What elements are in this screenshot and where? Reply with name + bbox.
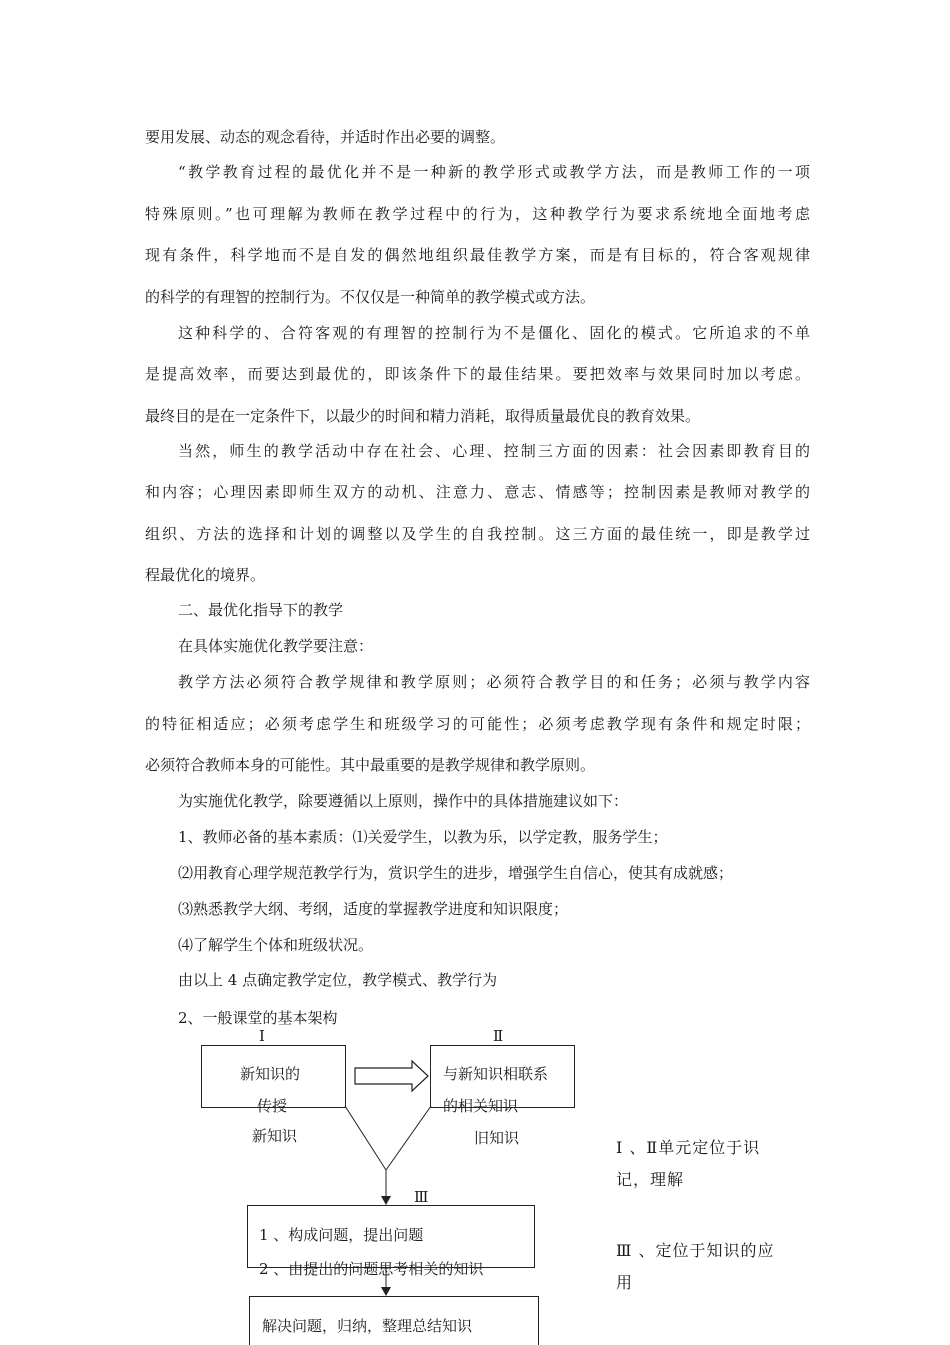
paragraph-3-line-1: 这种科学的、合符客观的有理智的控制行为不是僵化、固化的模式。它所追求的不单 [178,324,810,342]
list-item-1: 1、教师必备的基本素质：⑴关爱学生，以教为乐，以学定教，服务学生； [178,828,668,846]
box-new-knowledge-line-1: 新知识的 [240,1065,301,1083]
paragraph-1-line-1: 要用发展、动态的观念看待，并适时作出必要的调整。 [145,128,506,146]
paragraph-2-line-3: 现有条件，科学地而不是自发的偶然地组织最佳教学方案，而是有目标的，符合客观规律 [145,246,810,264]
arrow-head-to-box3 [381,1196,391,1205]
paragraph-4-line-3: 组织、方法的选择和计划的调整以及学生的自我控制。这三方面的最佳统一，即是教学过 [145,525,810,543]
paragraph-6-line-2: 的特征相适应；必须考虑学生和班级学习的可能性；必须考虑教学现有条件和规定时限； [145,715,810,733]
paragraph-7: 为实施优化教学，除要遵循以上原则，操作中的具体措施建议如下： [178,792,629,810]
list-item-4: ⑷了解学生个体和班级状况。 [178,936,374,954]
paragraph-3-line-2: 是提高效率，而要达到最优的，即该条件下的最佳结果。要把效率与效果同时加以考虑。 [145,365,810,383]
box-new-knowledge-caption: 新知识 [252,1127,298,1145]
paragraph-2-line-2: 特殊原则。”也可理解为教师在教学过程中的行为，这种教学行为要求系统地全面地考虑 [145,205,810,223]
box-solve-problem-line-1: 解决问题，归纳，整理总结知识 [262,1317,473,1335]
paragraph-2-line-1: “教学教育过程的最优化并不是一种新的教学形式或教学方法，而是教师工作的一项 [178,163,810,181]
side-note-1-line-2: 记，理解 [616,1170,685,1189]
paragraph-4-line-1: 当然，师生的教学活动中存在社会、心理、控制三方面的因素：社会因素即教育目的 [178,442,810,460]
side-note-2-line-2: 用 [616,1273,634,1292]
box-related-knowledge-caption: 旧知识 [474,1129,520,1147]
paragraph-4-line-2: 和内容；心理因素即师生双方的动机、注意力、意志、情感等；控制因素是教师对教学的 [145,483,810,501]
box-pose-problem-line-2: 2 、由提出的问题思考相关的知识 [259,1260,484,1278]
paragraph-3-line-3: 最终目的是在一定条件下，以最少的时间和精力消耗，取得质量最优良的教育效果。 [145,407,701,425]
label-unit-3: Ⅲ [414,1188,429,1206]
hollow-arrow-icon [355,1061,428,1091]
box-related-knowledge-line-2: 的相关知识 [443,1097,519,1115]
box-related-knowledge-line-1: 与新知识相联系 [443,1065,549,1083]
box-pose-problem-line-1: 1 、构成问题，提出问题 [259,1226,424,1244]
paragraph-6-line-3: 必须符合教师本身的可能性。其中最重要的是教学规律和教学原则。 [145,756,596,774]
section-heading: 二、最优化指导下的教学 [178,601,344,619]
arrow-head-to-box4 [381,1287,391,1296]
label-unit-1: Ⅰ [259,1027,265,1045]
label-unit-2: Ⅱ [493,1027,504,1045]
funnel-line-right [386,1106,431,1170]
paragraph-4-line-4: 程最优化的境界。 [145,566,266,584]
paragraph-2-line-4: 的科学的有理智的控制行为。不仅仅是一种简单的教学模式或方法。 [145,288,596,306]
box-new-knowledge-line-2: 传授 [257,1097,288,1115]
structure-heading: 2、一般课堂的基本架构 [178,1009,338,1027]
side-note-1-line-1: Ⅰ 、Ⅱ单元定位于识 [616,1138,761,1157]
paragraph-5: 在具体实施优化教学要注意： [178,637,374,655]
paragraph-6-line-1: 教学方法必须符合教学规律和教学原则；必须符合教学目的和任务；必须与教学内容 [178,673,810,691]
funnel-line-left [345,1106,386,1170]
list-item-3: ⑶熟悉教学大纲、考纲，适度的掌握教学进度和知识限度； [178,900,569,918]
side-note-2-line-1: Ⅲ 、定位于知识的应 [616,1241,775,1260]
summary-line: 由以上 4 点确定教学定位，教学模式、教学行为 [178,971,498,989]
list-item-2: ⑵用教育心理学规范教学行为，赏识学生的进步，增强学生自信心，使其有成就感； [178,864,734,882]
